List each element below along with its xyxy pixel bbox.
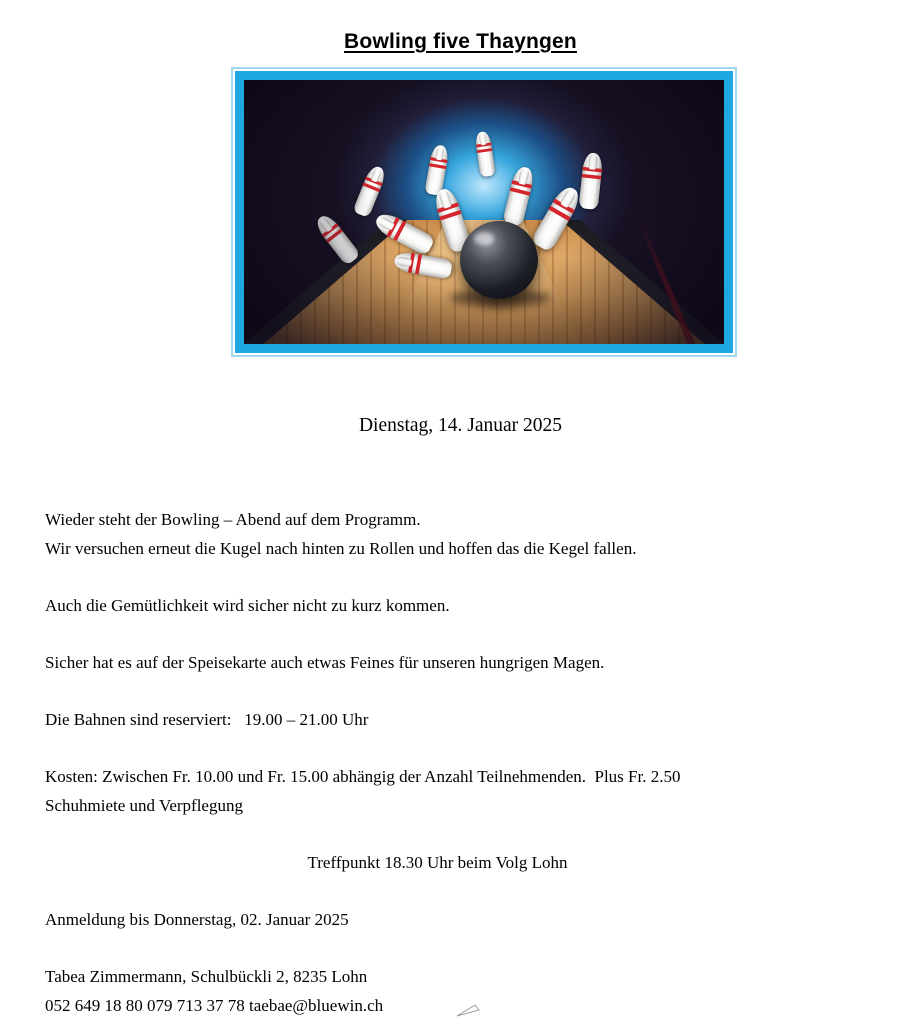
body-line: Sicher hat es auf der Speisekarte auch etwas Feines für unseren hungrigen Magen. [45,653,605,672]
contact-address-line: Tabea Zimmermann, Schulbückli 2, 8235 Lohn [45,967,368,986]
body-line-blank [45,934,885,962]
body-line-blank [45,820,885,848]
document-body [45,505,885,1020]
bowling-photo [244,80,724,344]
body-line-blank [45,877,885,905]
photo-vignette [244,80,724,344]
body-line-costs: Kosten: Zwischen Fr. 10.00 und Fr. 15.00 abhängig der Anzahl Teilnehmenden. Plus Fr. 2.50 [45,767,681,786]
body-line: Wir versuchen erneut die Kugel nach hinten zu Rollen und hoffen das die Kegel fallen. [45,539,637,558]
body-line-reservation: Die Bahnen sind reserviert: 19.00 – 21.00 Uhr [45,710,369,729]
page-corner-mark [455,1004,481,1018]
contact-phone-email-line: 052 649 18 80 079 713 37 78 taebae@bluewin.ch [45,996,384,1015]
bowling-image-frame [231,67,737,357]
page-title-text: Bowling five Thayngen [344,30,577,53]
page-title [0,30,921,54]
meeting-point-line: Treffpunkt 18.30 Uhr beim Volg Lohn [307,853,568,872]
body-line-blank [45,563,885,591]
body-line: Auch die Gemütlichkeit wird sicher nicht zu kurz kommen. [45,596,450,615]
event-date: Dienstag, 14. Januar 2025 [358,415,563,436]
bowling-image-border [235,71,733,353]
body-line: Wieder steht der Bowling – Abend auf dem Programm. [45,510,421,529]
body-line-blank [45,620,885,648]
body-line-blank [45,677,885,705]
body-line-blank [45,734,885,762]
body-line-costs-cont: Schuhmiete und Verpflegung [45,796,243,815]
registration-deadline-line: Anmeldung bis Donnerstag, 02. Januar 2025 [45,910,349,929]
